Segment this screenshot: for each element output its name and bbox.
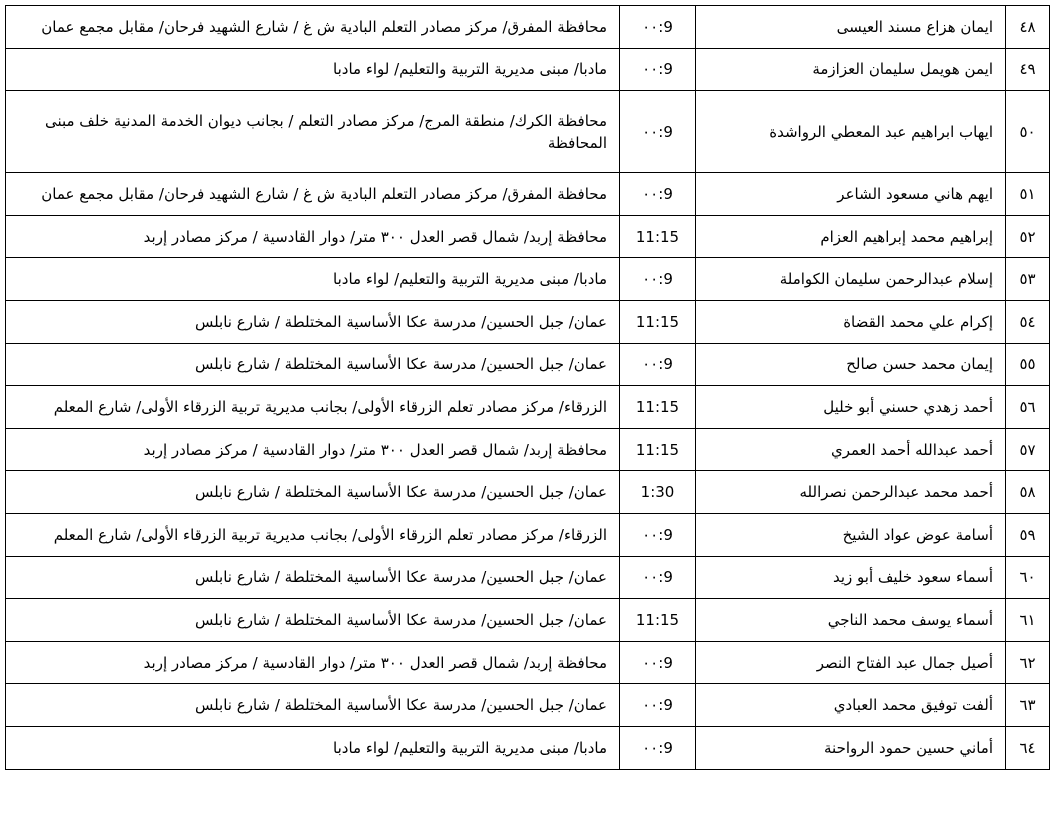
table-row	[6, 471, 1050, 514]
table-row	[6, 641, 1050, 684]
candidate-name: إسلام عبدالرحمن سليمان الكواملة	[696, 258, 1006, 301]
exam-time: 9:٠٠	[620, 91, 696, 173]
candidate-name: أماني حسين حمود الرواحنة	[696, 726, 1006, 769]
candidate-name: أحمد زهدي حسني أبو خليل	[696, 386, 1006, 429]
exam-location: محافظة المفرق/ مركز مصادر التعلم البادية ش غ / شارع الشهيد فرحان/ مقابل مجمع عمان	[6, 173, 620, 216]
row-number: ٦٤	[1006, 726, 1050, 769]
exam-time: 9:٠٠	[620, 726, 696, 769]
row-number: ٥٧	[1006, 428, 1050, 471]
exam-location: الزرقاء/ مركز مصادر تعلم الزرقاء الأولى/ بجانب مديرية تربية الزرقاء الأولى/ شارع المعلم	[6, 386, 620, 429]
row-number: ٤٩	[1006, 48, 1050, 91]
row-number: ٥٢	[1006, 215, 1050, 258]
exam-time: 9:٠٠	[620, 641, 696, 684]
table-row	[6, 386, 1050, 429]
row-number: ٥١	[1006, 173, 1050, 216]
table-row	[6, 684, 1050, 727]
candidate-name: ألفت توفيق محمد العبادي	[696, 684, 1006, 727]
exam-time: 9:٠٠	[620, 258, 696, 301]
row-number: ٥٤	[1006, 300, 1050, 343]
candidate-name: ايهم هاني مسعود الشاعر	[696, 173, 1006, 216]
table-row	[6, 556, 1050, 599]
row-number: ٤٨	[1006, 6, 1050, 49]
candidate-name: أحمد عبدالله أحمد العمري	[696, 428, 1006, 471]
exam-location: عمان/ جبل الحسين/ مدرسة عكا الأساسية المختلطة / شارع نابلس	[6, 300, 620, 343]
candidate-name: أحمد محمد عبدالرحمن نصرالله	[696, 471, 1006, 514]
table-row	[6, 343, 1050, 386]
exam-schedule-table	[5, 5, 1050, 770]
exam-location: عمان/ جبل الحسين/ مدرسة عكا الأساسية المختلطة / شارع نابلس	[6, 471, 620, 514]
table-row	[6, 48, 1050, 91]
exam-location: محافظة إربد/ شمال قصر العدل ٣٠٠ متر/ دوار القادسية / مركز مصادر إربد	[6, 428, 620, 471]
row-number: ٦٢	[1006, 641, 1050, 684]
table-row	[6, 300, 1050, 343]
row-number: ٦٣	[1006, 684, 1050, 727]
row-number: ٦١	[1006, 599, 1050, 642]
row-number: ٥٠	[1006, 91, 1050, 173]
table-row	[6, 173, 1050, 216]
exam-time: 1:30	[620, 471, 696, 514]
candidate-name: إكرام علي محمد القضاة	[696, 300, 1006, 343]
exam-time: 11:15	[620, 300, 696, 343]
row-number: ٥٥	[1006, 343, 1050, 386]
table-row	[6, 215, 1050, 258]
exam-time: 9:٠٠	[620, 556, 696, 599]
table-row	[6, 91, 1050, 173]
exam-time: 9:٠٠	[620, 48, 696, 91]
row-number: ٥٨	[1006, 471, 1050, 514]
exam-location: عمان/ جبل الحسين/ مدرسة عكا الأساسية المختلطة / شارع نابلس	[6, 556, 620, 599]
candidate-name: إبراهيم محمد إبراهيم العزام	[696, 215, 1006, 258]
table-body	[6, 6, 1050, 770]
row-number: ٦٠	[1006, 556, 1050, 599]
table-row	[6, 726, 1050, 769]
candidate-name: إيمان محمد حسن صالح	[696, 343, 1006, 386]
candidate-name: ايمن هويمل سليمان العزازمة	[696, 48, 1006, 91]
exam-location: عمان/ جبل الحسين/ مدرسة عكا الأساسية المختلطة / شارع نابلس	[6, 599, 620, 642]
candidate-name: أسامة عوض عواد الشيخ	[696, 513, 1006, 556]
candidate-name: أسماء يوسف محمد الناجي	[696, 599, 1006, 642]
exam-location: محافظة إربد/ شمال قصر العدل ٣٠٠ متر/ دوار القادسية / مركز مصادر إربد	[6, 641, 620, 684]
exam-time: 11:15	[620, 599, 696, 642]
candidate-name: ايمان هزاع مسند العيسى	[696, 6, 1006, 49]
row-number: ٥٣	[1006, 258, 1050, 301]
table-row	[6, 258, 1050, 301]
exam-location: الزرقاء/ مركز مصادر تعلم الزرقاء الأولى/ بجانب مديرية تربية الزرقاء الأولى/ شارع المعلم	[6, 513, 620, 556]
table-row	[6, 599, 1050, 642]
exam-location: محافظة إربد/ شمال قصر العدل ٣٠٠ متر/ دوار القادسية / مركز مصادر إربد	[6, 215, 620, 258]
exam-location: مادبا/ مبنى مديرية التربية والتعليم/ لواء مادبا	[6, 48, 620, 91]
candidate-name: أسماء سعود خليف أبو زيد	[696, 556, 1006, 599]
exam-location: عمان/ جبل الحسين/ مدرسة عكا الأساسية المختلطة / شارع نابلس	[6, 684, 620, 727]
exam-location: مادبا/ مبنى مديرية التربية والتعليم/ لواء مادبا	[6, 726, 620, 769]
row-number: ٥٦	[1006, 386, 1050, 429]
table-row	[6, 513, 1050, 556]
exam-time: 9:٠٠	[620, 343, 696, 386]
table-row	[6, 428, 1050, 471]
table-row	[6, 6, 1050, 49]
exam-time: 9:٠٠	[620, 173, 696, 216]
row-number: ٥٩	[1006, 513, 1050, 556]
exam-time: 11:15	[620, 428, 696, 471]
exam-location: مادبا/ مبنى مديرية التربية والتعليم/ لواء مادبا	[6, 258, 620, 301]
exam-location: محافظة الكرك/ منطقة المرج/ مركز مصادر التعلم / بجانب ديوان الخدمة المدنية خلف مبنى المحافظة	[6, 91, 620, 173]
candidate-name: ايهاب ابراهيم عبد المعطي الرواشدة	[696, 91, 1006, 173]
exam-time: 11:15	[620, 215, 696, 258]
candidate-name: أصيل جمال عبد الفتاح النصر	[696, 641, 1006, 684]
exam-time: 9:٠٠	[620, 513, 696, 556]
exam-location: عمان/ جبل الحسين/ مدرسة عكا الأساسية المختلطة / شارع نابلس	[6, 343, 620, 386]
exam-time: 9:٠٠	[620, 684, 696, 727]
exam-time: 9:٠٠	[620, 6, 696, 49]
exam-time: 11:15	[620, 386, 696, 429]
exam-location: محافظة المفرق/ مركز مصادر التعلم البادية ش غ / شارع الشهيد فرحان/ مقابل مجمع عمان	[6, 6, 620, 49]
